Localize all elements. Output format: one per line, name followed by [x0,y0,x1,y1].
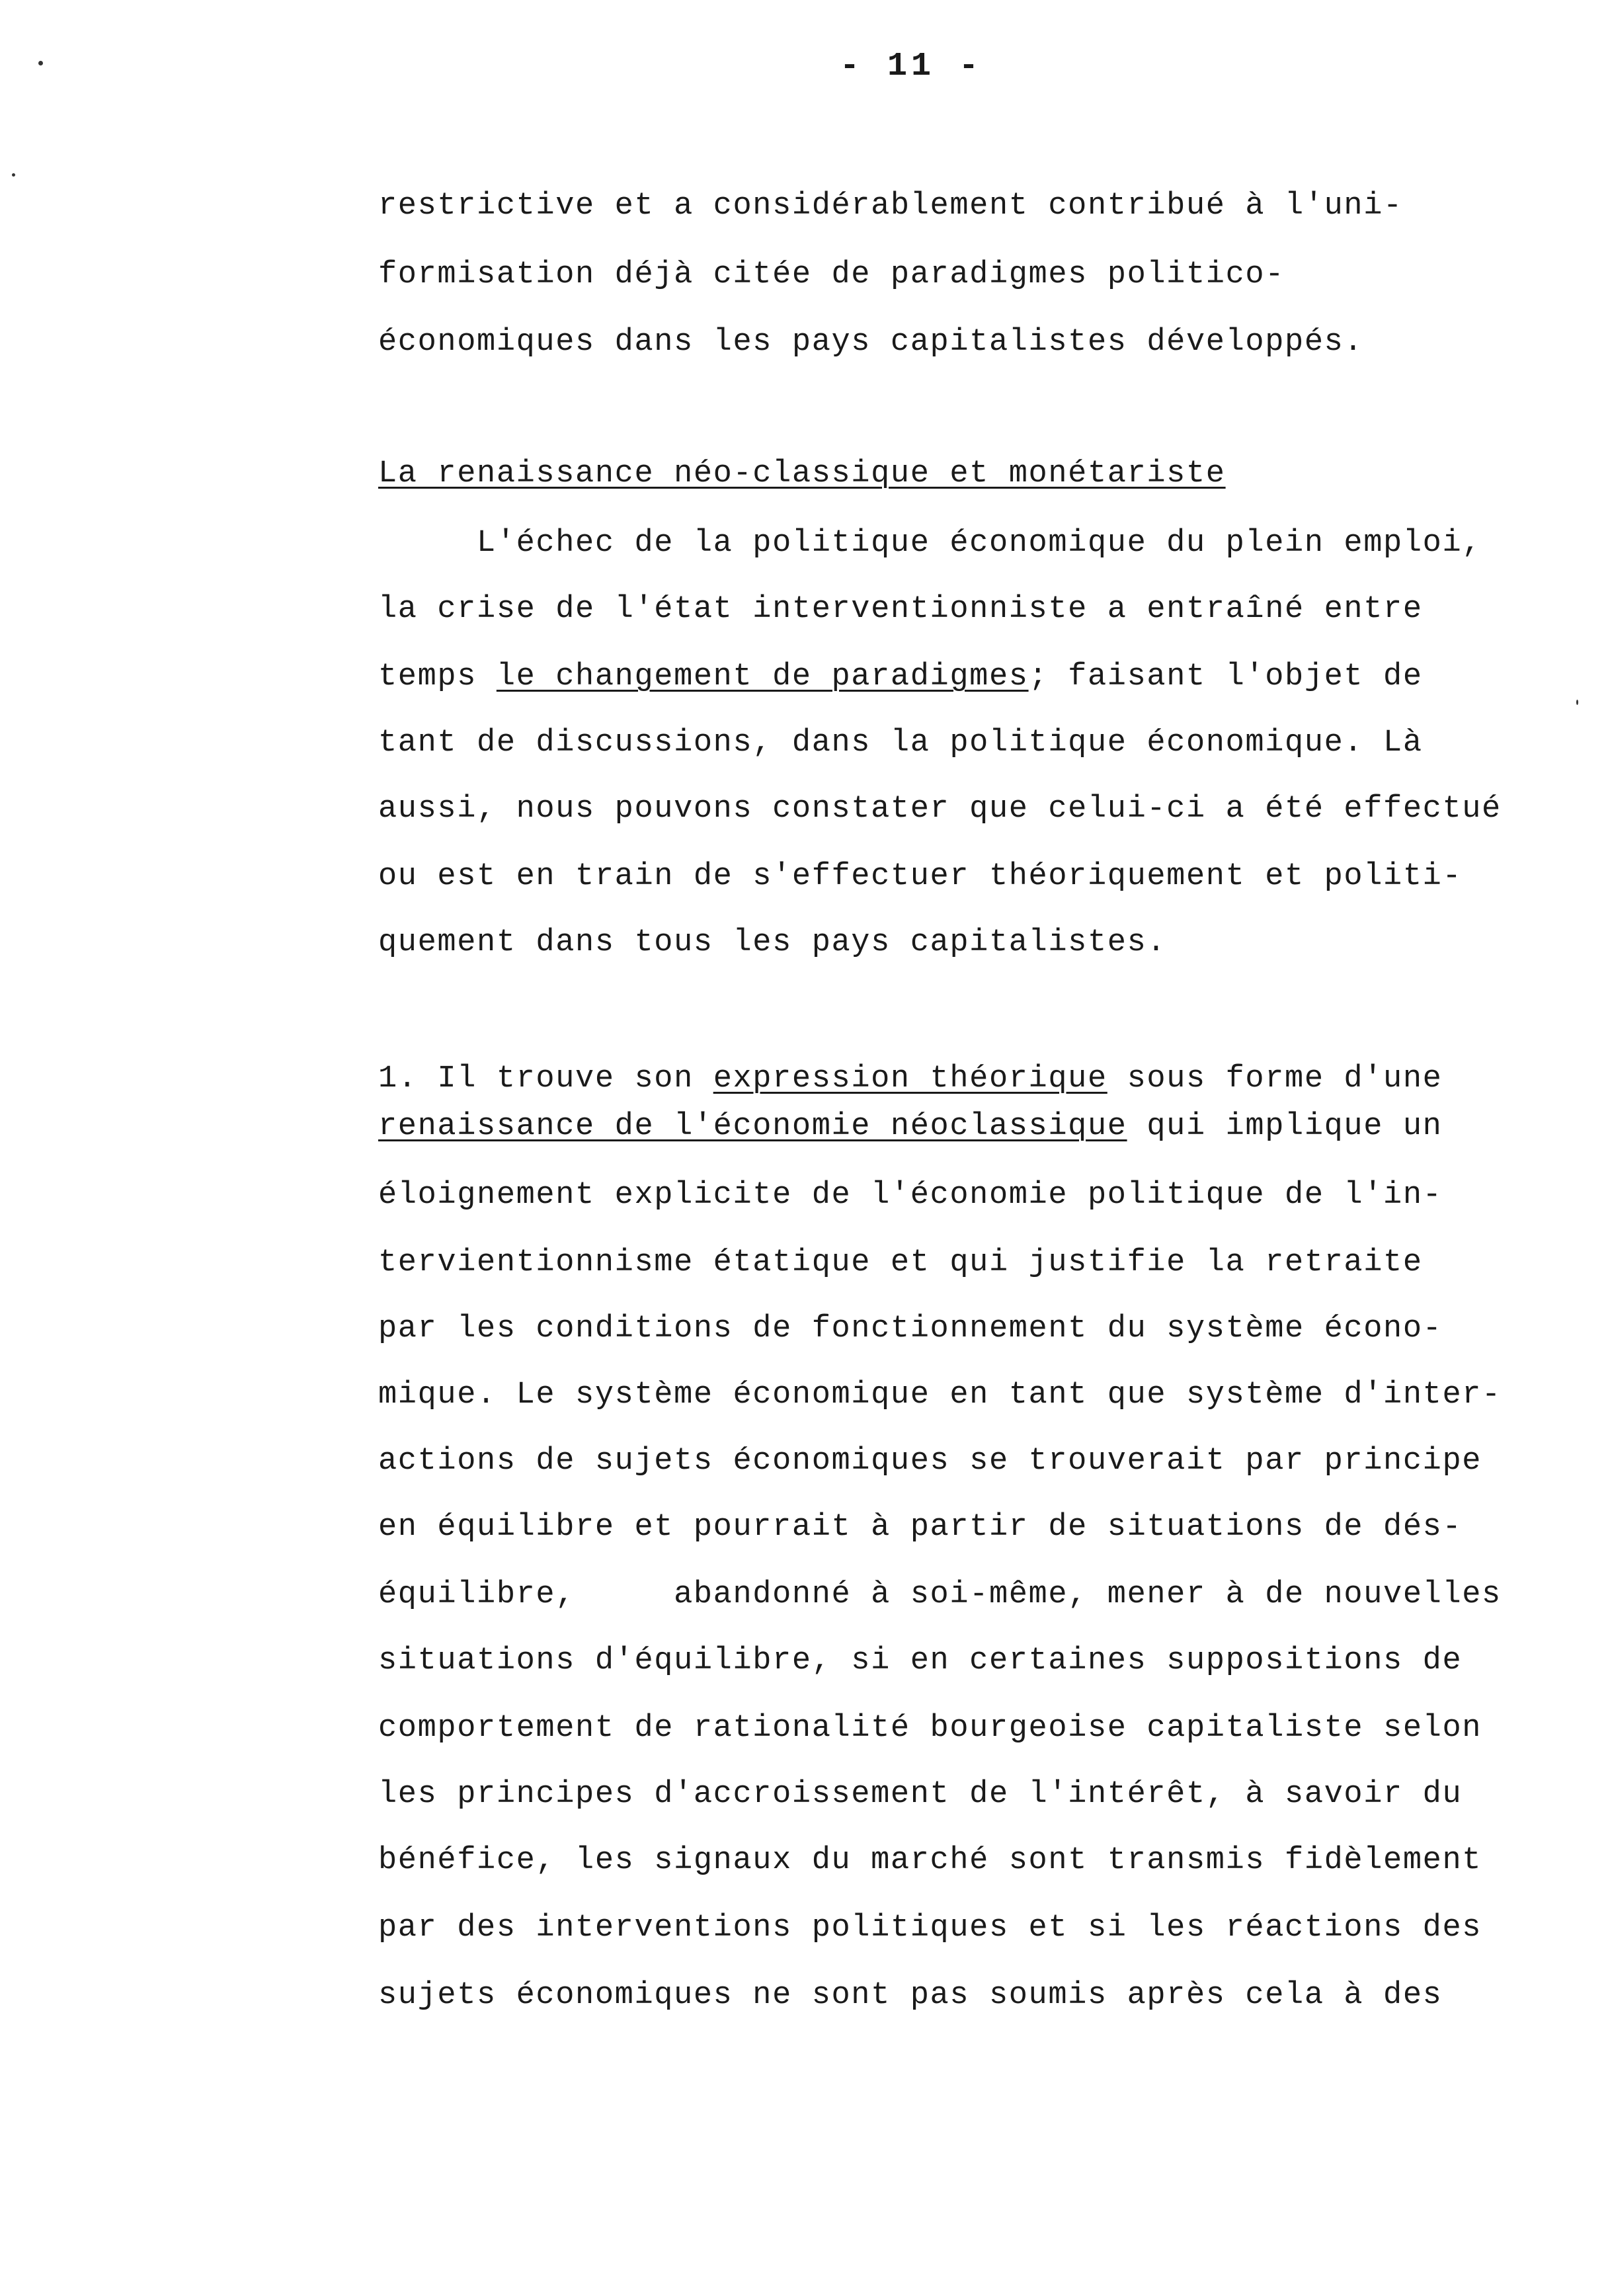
text-line: restrictive et a considérablement contribué à l'uni- [378,188,1403,224]
text-line: aussi, nous pouvons constater que celui-ci a été effectué [378,792,1502,827]
text-line: économiques dans les pays capitalistes développés. [378,325,1364,360]
text-line: en équilibre et pourrait à partir de situations de dés- [378,1510,1463,1545]
text-line: éloignement explicite de l'économie politique de l'in- [378,1178,1443,1213]
text-line [378,661,1423,692]
text-segment: ; faisant l'objet de [1028,659,1423,694]
text-line: la crise de l'état interventionniste a entraîné entre [378,592,1423,627]
text-line: comportement de rationalité bourgeoise capitaliste selon [378,1711,1482,1746]
text-line [378,1111,1442,1142]
text-line: tant de discussions, dans la politique économique. Là [378,725,1423,760]
text-line: actions de sujets économiques se trouverait par principe [378,1444,1482,1479]
text-line: bénéfice, les signaux du marché sont transmis fidèlement [378,1843,1482,1878]
page-number: - 11 - [840,48,983,85]
text-line: tervientionnisme étatique et qui justifie la retraite [378,1245,1423,1280]
text-line: L'échec de la politique économique du plein emploi, [378,526,1482,561]
text-line: quement dans tous les pays capitalistes. [378,925,1167,960]
text-line: situations d'équilibre, si en certaines suppositions de [378,1643,1463,1678]
text-line: sujets économiques ne sont pas soumis après cela à des [378,1978,1443,2013]
text-segment: 1. Il trouve son [378,1061,713,1096]
scan-speck [12,173,15,177]
text-line: équilibre, abandonné à soi-même, mener à de nouvelles [378,1577,1502,1612]
text-line: par les conditions de fonctionnement du système écono- [378,1311,1443,1346]
text-line [378,1063,1442,1094]
scan-speck [38,61,43,65]
text-line: ou est en train de s'effectuer théoriquement et politi- [378,859,1463,894]
scan-speck [1576,700,1578,705]
underlined-phrase: renaissance de l'économie néoclassique [378,1109,1127,1144]
text-line: mique. Le système économique en tant que système d'inter- [378,1377,1502,1413]
text-segment: sous forme d'une [1107,1061,1443,1096]
text-segment: temps [378,659,497,694]
text-line: formisation déjà citée de paradigmes politico- [378,257,1285,292]
text-line: les principes d'accroissement de l'intérêt, à savoir du [378,1777,1463,1812]
underlined-phrase: le changement de paradigmes [496,659,1029,694]
section-heading: La renaissance néo-classique et monétariste [378,456,1226,491]
text-segment: qui implique un [1127,1109,1443,1144]
text-line: par des interventions politiques et si les réactions des [378,1910,1482,1946]
underlined-phrase: expression théorique [713,1061,1107,1096]
